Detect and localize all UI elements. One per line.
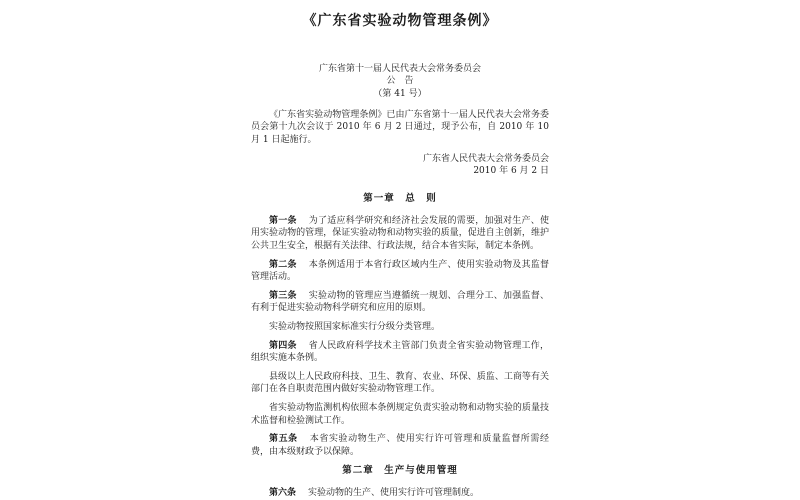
announcement-number: （第 41 号） <box>373 88 427 99</box>
article-4-paragraph-3: 省实验动物监测机构依照本条例规定负责实验动物和动物实验的质量技术监督和检验测试工作。 <box>251 402 549 426</box>
article-6 <box>251 487 549 500</box>
announcement-block <box>251 63 549 100</box>
chapter-2-heading: 第二章 生产与使用管理 <box>342 465 458 477</box>
article-1-text: 为了适应科学研究和经济社会发展的需要，加强对生产、使用实验动物的管理，保证实验动物和动物实验的质量，促进自主创新，维护公共卫生安全，根据有关法律、行政法规，结合本省实际，制定本条例。 <box>251 215 549 252</box>
document-title: 《广东省实验动物管理条例》 <box>302 13 498 29</box>
article-6-number: 第六条 <box>269 488 297 499</box>
article-2 <box>251 259 549 284</box>
article-2-number: 第二条 <box>269 259 297 270</box>
article-1-number: 第一条 <box>269 215 297 226</box>
article-4-text: 省人民政府科学技术主管部门负责全省实验动物管理工作，组织实施本条例。 <box>251 340 549 364</box>
document-page <box>251 0 549 500</box>
article-5-text: 本省实验动物生产、使用实行许可管理和质量监督所需经费，由本级财政予以保障。 <box>251 434 549 457</box>
article-3 <box>251 290 549 315</box>
issuer-name: 广东省第十一届人民代表大会常务委员会 <box>318 64 481 74</box>
chapter-1-heading: 第一章 总 则 <box>363 192 437 204</box>
article-4-number: 第四条 <box>269 340 297 351</box>
preamble-paragraph: 《广东省实验动物管理条例》已由广东省第十一届人民代表大会常务委员会第十九次会议于 2010 年 6 月 2 日通过，现予公布，自 2010 年 10 月 1 日起施行。 <box>251 109 549 146</box>
signature-block <box>251 153 549 178</box>
article-5-number: 第五条 <box>269 434 298 445</box>
article-3-number: 第三条 <box>269 290 297 301</box>
article-5 <box>251 433 549 458</box>
article-2-text: 本条例适用于本省行政区域内生产、使用实验动物及其监督管理活动。 <box>251 259 549 283</box>
article-4 <box>251 340 549 365</box>
article-3-text: 实验动物的管理应当遵循统一规划、合理分工、加强监督、有利于促进实验动物科学研究和应用的原则。 <box>251 290 549 314</box>
article-1 <box>251 215 549 253</box>
announcement-type: 公 告 <box>386 76 414 87</box>
article-4-paragraph-2: 县级以上人民政府科技、卫生、教育、农业、环保、质监、工商等有关部门在各自职责范围内做好实验动物管理工作。 <box>251 371 549 395</box>
signature-org: 广东省人民代表大会常务委员会 <box>422 153 549 164</box>
signature-date: 2010 年 6 月 2 日 <box>473 166 549 177</box>
article-6-text: 实验动物的生产、使用实行许可管理制度。 <box>308 488 480 499</box>
article-3-paragraph-2: 实验动物按照国家标准实行分级分类管理。 <box>269 322 441 333</box>
